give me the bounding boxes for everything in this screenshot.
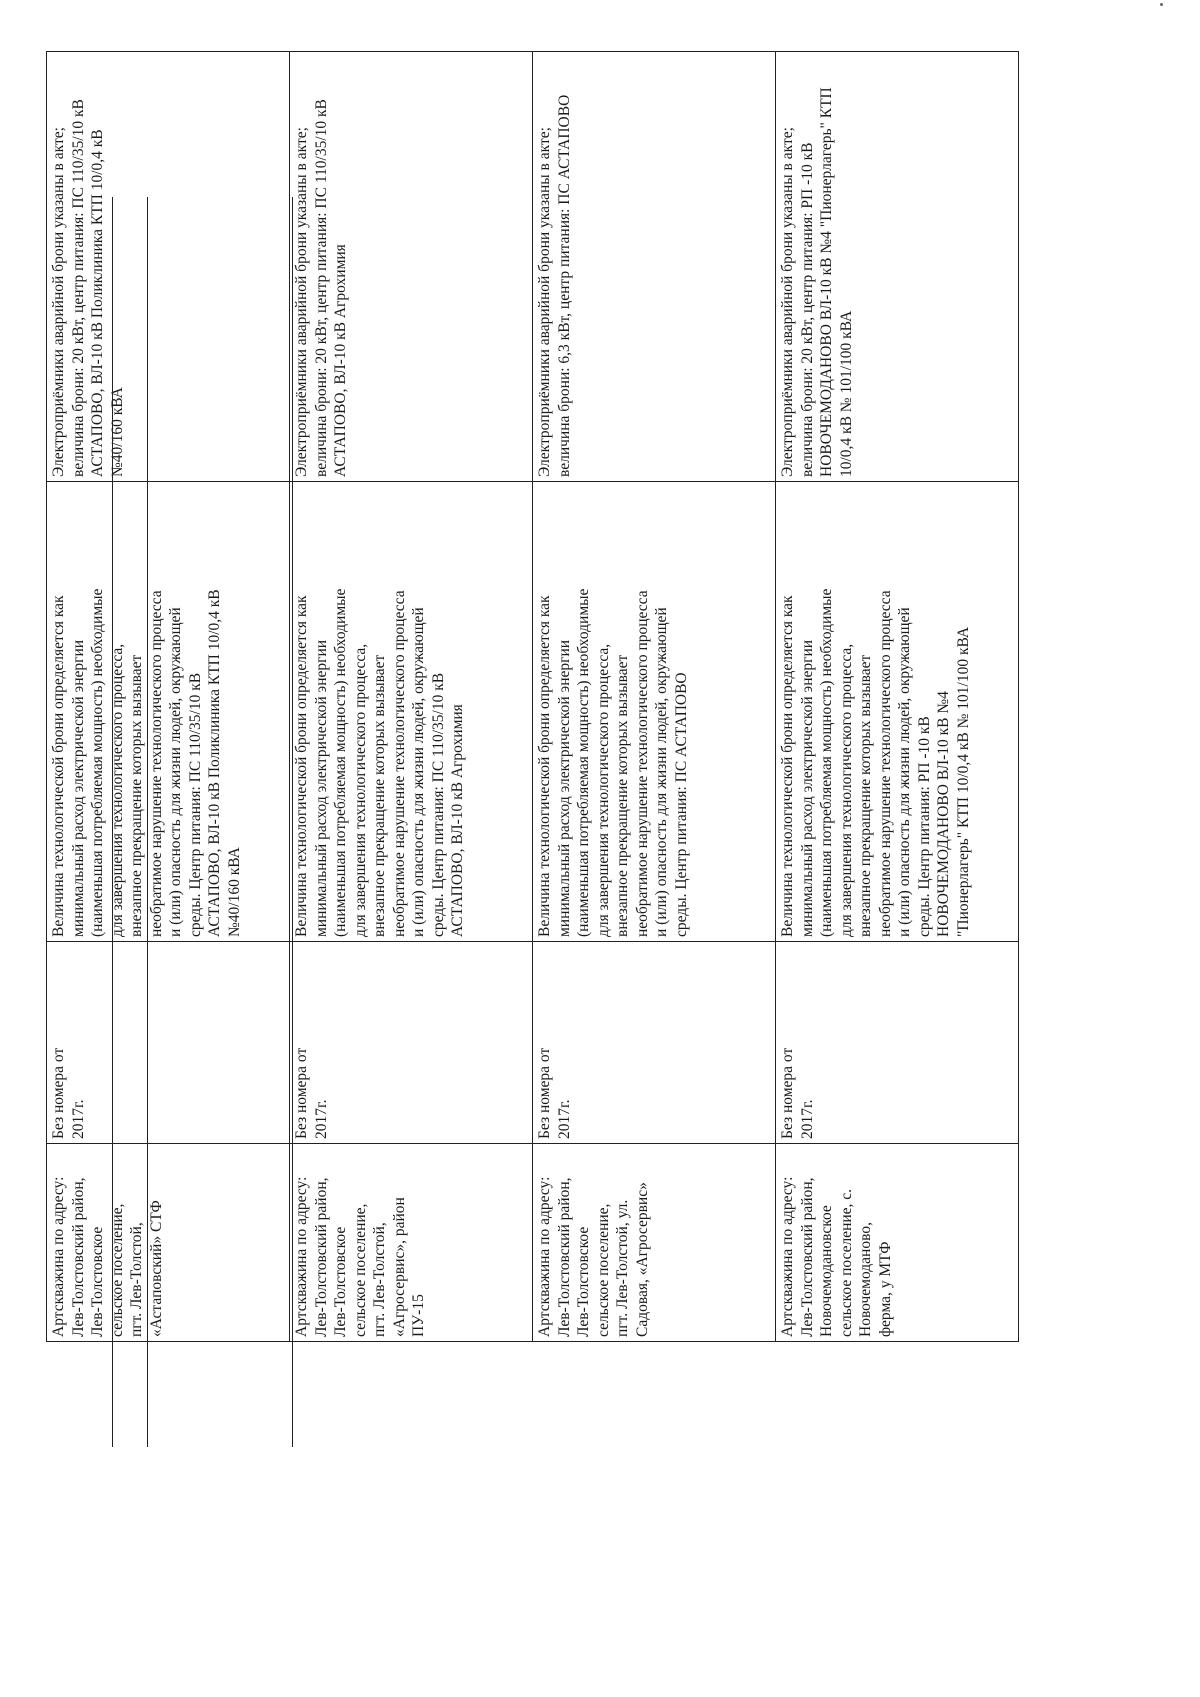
signature-line	[112, 197, 113, 1447]
tech-reserve-cell: Величина технологической брони определяется как минимальный расход электрической энергии (наименьшая потребляемая мощность) необходимые для завершения технологического процесса, внезапное прекращение которых вызывает необратимое нарушение технологического процесса и (или) опасность для жизни людей, окружающей среды. Центр питания: ПС АСТАПОВО	[533, 482, 776, 942]
tech-reserve-cell: Величина технологической брони определяется как минимальный расход электрической энергии (наименьшая потребляемая мощность) необходимые для завершения технологического процесса, внезапное прекращение которых вызывает необратимое нарушение технологического процесса и (или) опасность для жизни людей, окружающей среды. Центр питания: ПС 110/35/10 кВ АСТАПОВО, ВЛ-10 кВ Поликлиника КТП 10/0,4 кВ №40/160 кВА	[47, 482, 290, 942]
emergency-reserve-cell: Электроприёмники аварийной брони указаны в акте; величина брони: 20 кВт, центр питания: ПС 110/35/10 кВ АСТАПОВО, ВЛ-10 кВ Агрохимия	[290, 52, 533, 482]
table-row	[533, 52, 776, 1342]
act-cell: Без номера от 2017г.	[533, 942, 776, 1144]
act-cell: Без номера от 2017г.	[47, 942, 290, 1144]
emergency-reserve-cell: Электроприёмники аварийной брони указаны в акте; величина брони: 6,3 кВт, центр питания: ПС АСТАПОВО	[533, 52, 776, 482]
scan-speck	[1160, 3, 1163, 6]
table-row	[776, 52, 1019, 1342]
table-row	[47, 52, 290, 1342]
act-cell: Без номера от 2017г.	[776, 942, 1019, 1144]
address-cell: Артскважина по адресу: Лев-Толстовский район, Лев-Толстовское сельское поселение, пгт. Лев-Толстой, «Агросервис», район ПУ-15	[290, 1144, 533, 1342]
reserve-table	[46, 51, 1019, 1342]
address-cell: Артскважина по адресу: Лев-Толстовский район, Лев-Толстовское сельское поселение, пгт. Лев-Толстой, «Астаповский» СТФ	[47, 1144, 290, 1342]
address-cell: Артскважина по адресу: Лев-Толстовский район, Лев-Толстовское сельское поселение, пгт. Лев-Толстой, ул. Садовая, «Агросервис»	[533, 1144, 776, 1342]
emergency-reserve-cell: Электроприёмники аварийной брони указаны в акте; величина брони: 20 кВт, центр питания: РП -10 кВ НОВОЧЕМОДАНОВО ВЛ-10 кВ №4 "Пионерлагерь" КТП 10/0,4 кВ № 101/100 кВА	[776, 52, 1019, 482]
signature-line	[147, 197, 148, 1447]
tech-reserve-cell: Величина технологической брони определяется как минимальный расход электрической энергии (наименьшая потребляемая мощность) необходимые для завершения технологического процесса, внезапное прекращение которых вызывает необратимое нарушение технологического процесса и (или) опасность для жизни людей, окружающей среды. Центр питания: ПС 110/35/10 кВ АСТАПОВО, ВЛ-10 кВ Агрохимия	[290, 482, 533, 942]
emergency-reserve-cell: Электроприёмники аварийной брони указаны в акте; величина брони: 20 кВт, центр питания: ПС 110/35/10 кВ АСТАПОВО, ВЛ-10 кВ Поликлиника КТП 10/0,4 кВ №40/160 кВА	[47, 52, 290, 482]
table-row	[290, 52, 533, 1342]
act-cell: Без номера от 2017г.	[290, 942, 533, 1144]
tech-reserve-cell: Величина технологической брони определяется как минимальный расход электрической энергии (наименьшая потребляемая мощность) необходимые для завершения технологического процесса, внезапное прекращение которых вызывает необратимое нарушение технологического процесса и (или) опасность для жизни людей, окружающей среды. Центр питания: РП -10 кВ НОВОЧЕМОДАНОВО ВЛ-10 кВ №4 "Пионерлагерь" КТП 10/0,4 кВ № 101/100 кВА	[776, 482, 1019, 942]
signature-line	[292, 197, 293, 1447]
address-cell: Артскважина по адресу: Лев-Толстовский район, Новочемодановское сельское поселение, с. Новочемоданово, ферма, у МТФ	[776, 1144, 1019, 1342]
